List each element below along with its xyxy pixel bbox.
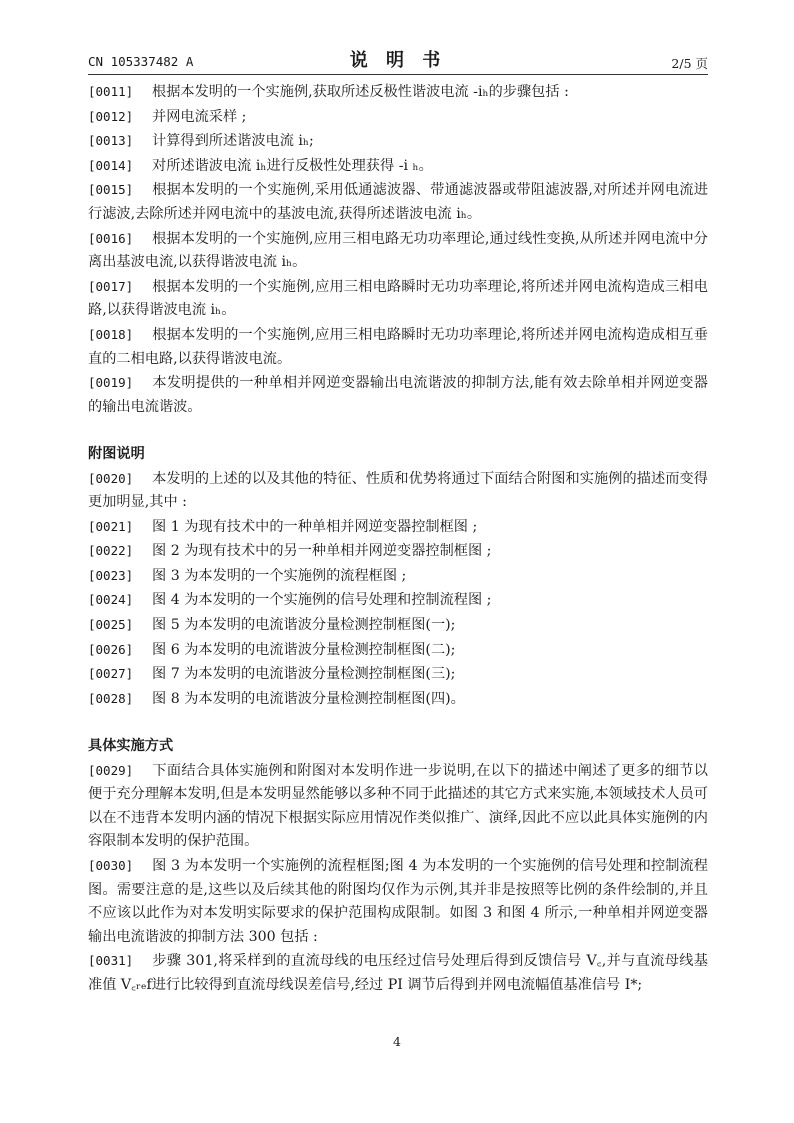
paragraph-number: [0028] <box>88 690 134 706</box>
paragraph-text: 下面结合具体实施例和附图对本发明作进一步说明,在以下的描述中阐述了更多的细节以便于充分理解本发明,但是本发明显然能够以多种不同于此描述的其它方式来实施,本领域技术人员可以在不违背本发明内涵的情况下根据实际应用情况作类似推广、演绎,因此不应以此具体实施例的内容限制本发明的保护范围。 <box>88 762 708 850</box>
paragraph-text: 图 1 为现有技术中的一种单相并网逆变器控制框图 ; <box>152 518 478 535</box>
paragraph-text: 对所述谐波电流 iₕ进行反极性处理获得 -i ₕ。 <box>152 157 433 174</box>
spacer <box>88 419 708 443</box>
paragraph-number: [0019] <box>88 375 134 391</box>
paragraph <box>88 105 708 130</box>
paragraph <box>88 80 708 105</box>
paragraph <box>88 129 708 154</box>
paragraph-text: 并网电流采样 ; <box>152 108 247 125</box>
paragraph-number: [0018] <box>88 326 134 342</box>
paragraph <box>88 949 708 997</box>
section-heading-drawings: 附图说明 <box>88 445 145 462</box>
paragraph-text: 根据本发明的一个实施例,应用三相电路瞬时无功功率理论,将所述并网电流构造成三相电路,以获得谐波电流 iₕ。 <box>88 278 708 319</box>
page-number: 4 <box>393 1034 401 1049</box>
paragraph-text: 根据本发明的一个实施例,获取所述反极性谐波电流 -iₕ的步骤包括 : <box>152 84 569 100</box>
paragraph <box>88 371 708 419</box>
section-heading-embodiments: 具体实施方式 <box>88 738 174 755</box>
document-body <box>88 80 708 998</box>
paragraph <box>88 613 708 638</box>
paragraph-number: [0013] <box>88 133 134 149</box>
paragraph <box>88 588 708 613</box>
paragraph-number: [0012] <box>88 108 134 124</box>
paragraph-group-b <box>88 467 708 712</box>
document-title: 说 明 书 <box>349 50 447 71</box>
paragraph-number: [0017] <box>88 278 134 294</box>
paragraph <box>88 467 708 515</box>
paragraph-number: [0026] <box>88 641 134 657</box>
paragraph <box>88 323 708 371</box>
spacer <box>88 711 708 735</box>
paragraph-text: 图 7 为本发明的电流谐波分量检测控制框图(三); <box>152 666 456 683</box>
paragraph <box>88 515 708 540</box>
paragraph-text: 计算得到所述谐波电流 iₕ; <box>152 133 314 150</box>
paragraph-number: [0014] <box>88 157 134 173</box>
paragraph-text: 步骤 301,将采样到的直流母线的电压经过信号处理后得到反馈信号 V꜀,并与直流母线基准值 V꜀ᵣₑf进行比较得到直流母线误差信号,经过 PI 调节后得到并网电流幅值基准信号 I*; <box>88 953 708 993</box>
paragraph-number: [0027] <box>88 666 134 682</box>
paragraph <box>88 687 708 712</box>
paragraph-number: [0022] <box>88 543 134 559</box>
paragraph-text: 根据本发明的一个实施例,采用低通滤波器、带通滤波器或带阻滤波器,对所述并网电流进行滤波,去除所述并网电流中的基波电流,获得所述谐波电流 iₕ。 <box>88 182 708 222</box>
paragraph-number: [0011] <box>88 84 134 99</box>
paragraph <box>88 759 708 854</box>
paragraph <box>88 539 708 564</box>
paragraph-text: 本发明的上述的以及其他的特征、性质和优势将通过下面结合附图和实施例的描述而变得更加明显,其中 : <box>88 470 708 511</box>
paragraph <box>88 638 708 663</box>
paragraph-group-a <box>88 80 708 419</box>
paragraph-number: [0020] <box>88 470 134 486</box>
paragraph-text: 根据本发明的一个实施例,应用三相电路瞬时无功功率理论,将所述并网电流构造成相互垂直的二相电路,以获得谐波电流。 <box>88 326 708 367</box>
paragraph-text: 本发明提供的一种单相并网逆变器输出电流谐波的抑制方法,能有效去除单相并网逆变器的输出电流谐波。 <box>88 375 708 415</box>
paragraph-text: 图 3 为本发明的一个实施例的流程框图 ; <box>152 567 407 584</box>
paragraph-number: [0016] <box>88 230 134 246</box>
paragraph-text: 图 8 为本发明的电流谐波分量检测控制框图(四)。 <box>152 690 465 707</box>
paragraph-number: [0031] <box>88 953 134 969</box>
paragraph-number: [0030] <box>88 858 134 873</box>
paragraph-group-c <box>88 759 708 998</box>
paragraph-number: [0015] <box>88 182 134 198</box>
paragraph <box>88 178 708 226</box>
paragraph-text: 图 4 为本发明的一个实施例的信号处理和控制流程图 ; <box>152 592 492 609</box>
paragraph <box>88 854 708 949</box>
paragraph <box>88 154 708 179</box>
paragraph-number: [0025] <box>88 617 134 633</box>
page-header <box>88 46 708 72</box>
paragraph <box>88 564 708 589</box>
paragraph-text: 图 6 为本发明的电流谐波分量检测控制框图(二); <box>152 641 456 658</box>
paragraph-number: [0029] <box>88 762 134 778</box>
paragraph <box>88 227 708 275</box>
paragraph <box>88 275 708 323</box>
paragraph-text: 图 5 为本发明的电流谐波分量检测控制框图(一); <box>152 617 456 634</box>
paragraph-number: [0021] <box>88 518 134 534</box>
paragraph <box>88 662 708 687</box>
page-indicator: 2/5 页 <box>671 56 708 71</box>
header-rule <box>88 74 708 75</box>
paragraph-number: [0023] <box>88 567 134 583</box>
paragraph-text: 图 2 为现有技术中的另一种单相并网逆变器控制框图 ; <box>152 543 492 560</box>
paragraph-text: 根据本发明的一个实施例,应用三相电路无功功率理论,通过线性变换,从所述并网电流中分离出基波电流,以获得谐波电流 iₕ。 <box>88 230 708 271</box>
publication-number: CN 105337482 A <box>88 54 194 69</box>
paragraph-text: 图 3 为本发明一个实施例的流程框图;图 4 为本发明的一个实施例的信号处理和控制流程图。需要注意的是,这些以及后续其他的附图均仅作为示例,其并非是按照等比例的条件绘制的,并且不应该以此作为对本发明实际要求的保护范围构成限制。如图 3 和图 4 所示,一种单相并网逆变器输出电流谐波的抑制方法 300 包括 : <box>88 858 708 945</box>
paragraph-number: [0024] <box>88 592 134 608</box>
